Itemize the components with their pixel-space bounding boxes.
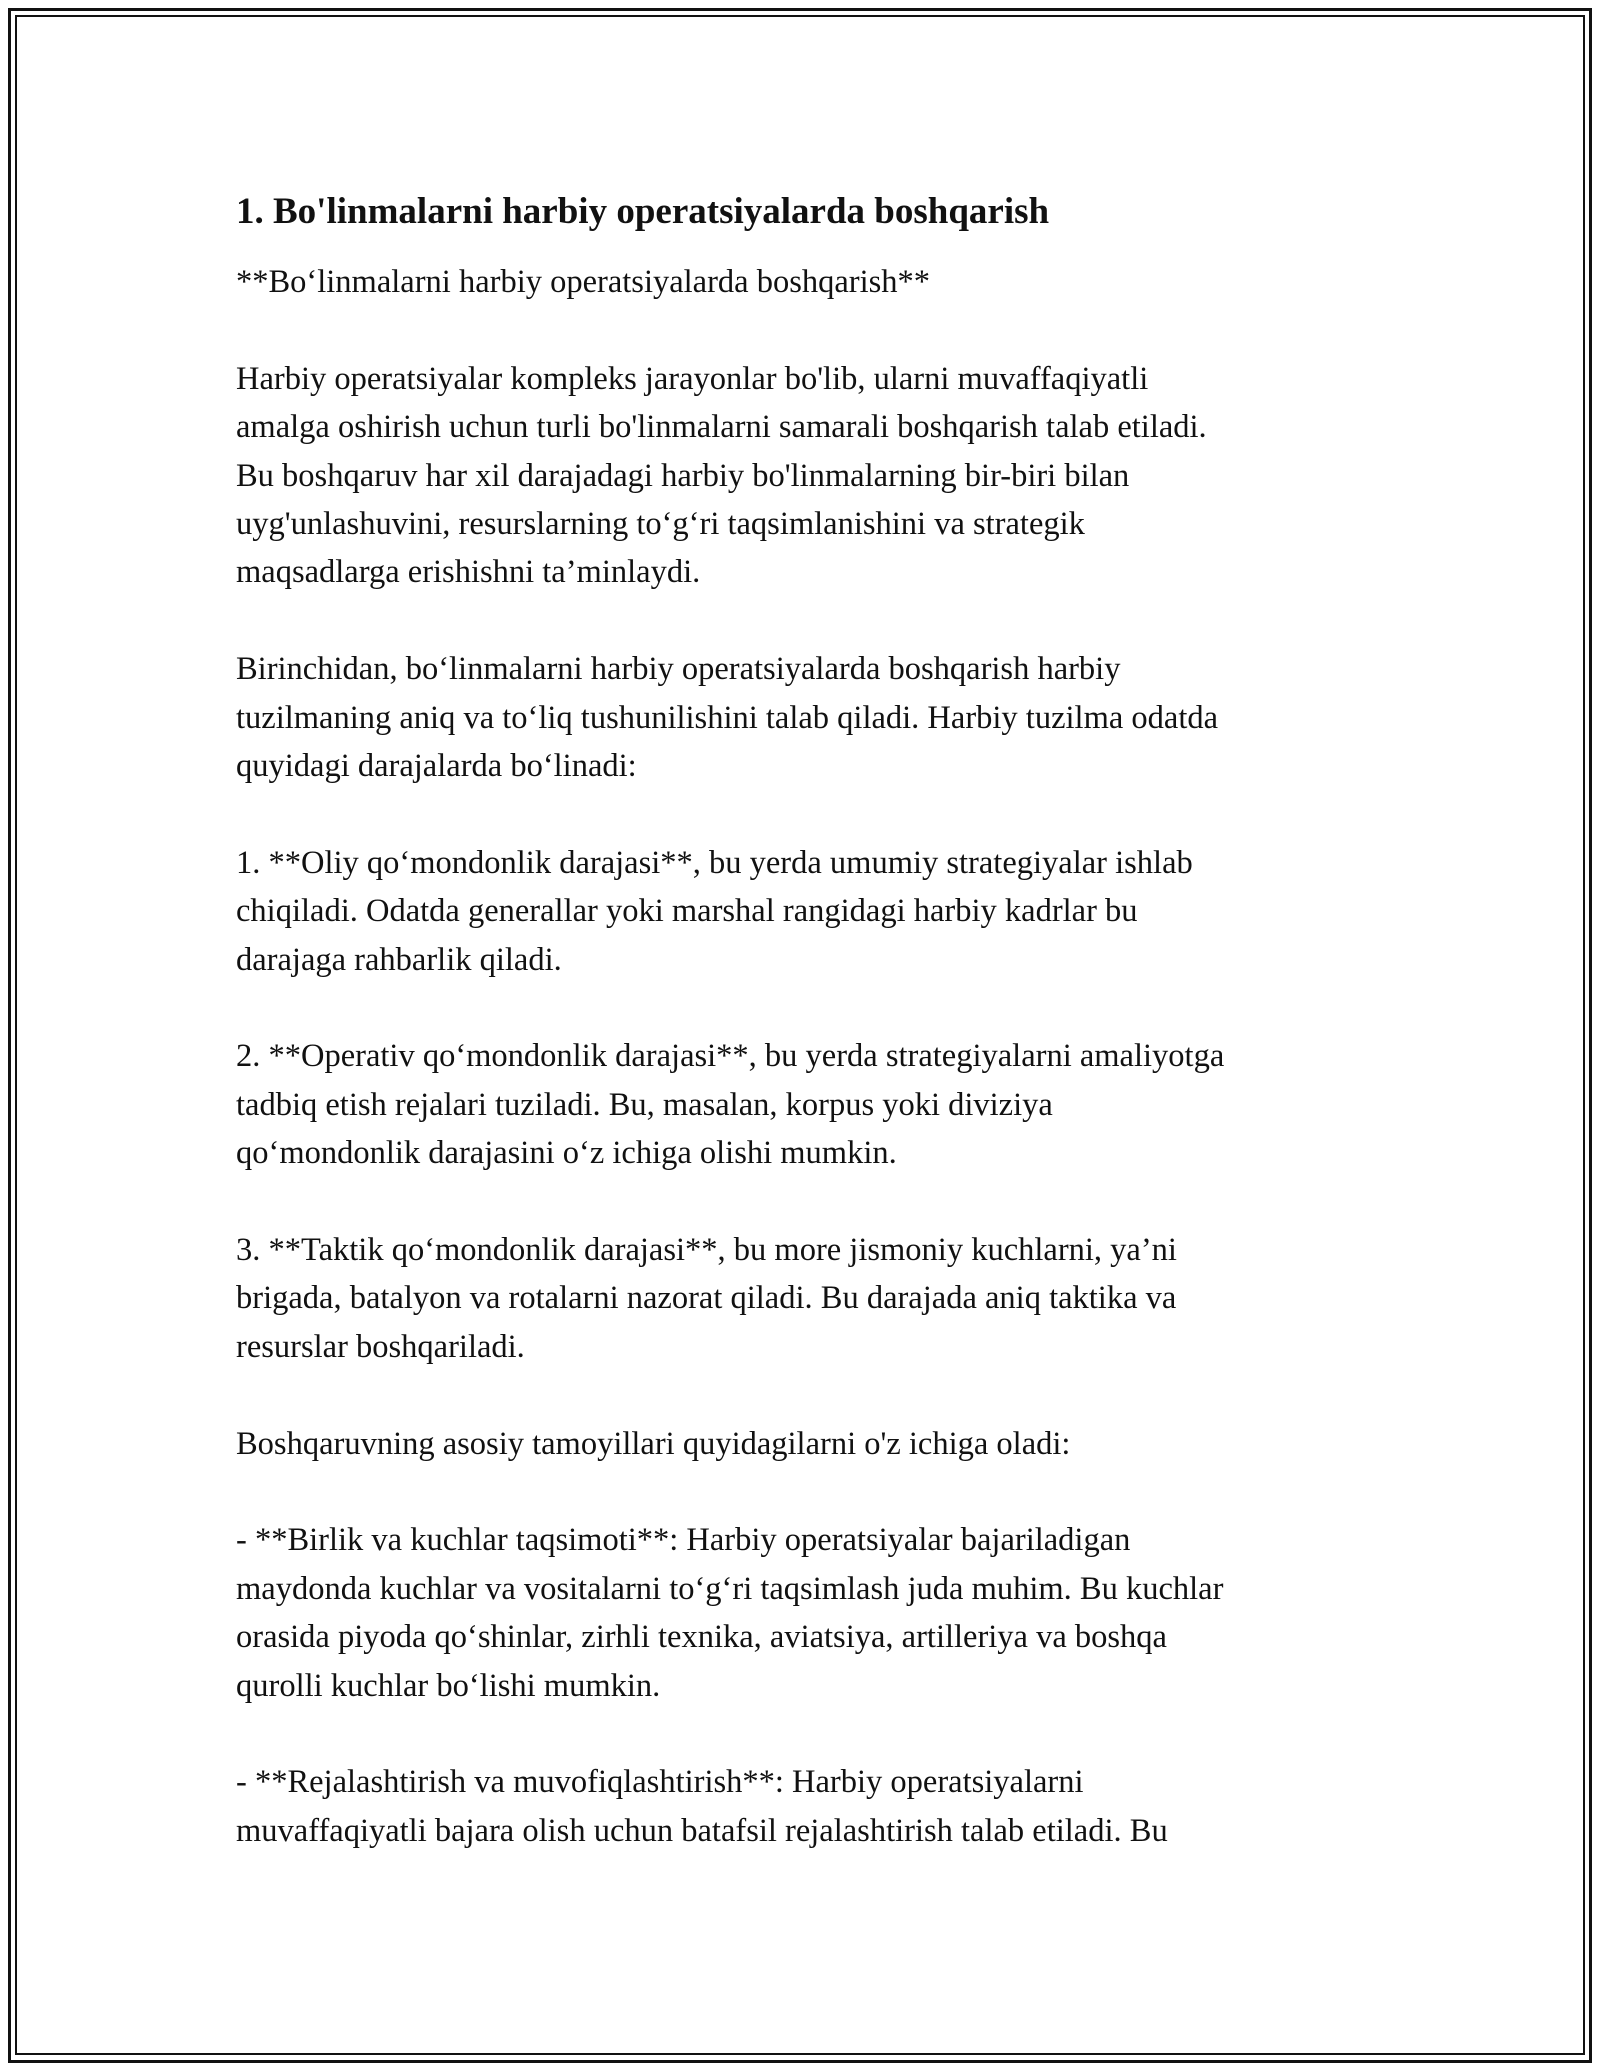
paragraph-subtitle: **Bo‘linmalarni harbiy operatsiyalarda boshqarish** — [236, 264, 931, 300]
paragraph-principles: Boshqaruvning asosiy tamoyillari quyidagilarni o'z ichiga oladi: — [236, 1425, 1071, 1462]
list-item-level-2: 2. **Operativ qo‘mondonlik darajasi**, bu yerda strategiyalarni amaliyotga tadbiq etish rejalari tuziladi. Bu, masalan, korpus yoki diviziya qo‘mondonlik darajasini o‘z ichiga olishi mumkin. — [236, 1038, 1225, 1172]
bullet-item-planning: - **Rejalashtirish va muvofiqlashtirish**: Harbiy operatsiyalarni muvaffaqiyatli bajara olish uchun batafsil rejalashtirish talab etiladi. Bu — [236, 1764, 1168, 1849]
page-title: 1. Bo'linmalarni harbiy operatsiyalarda boshqarish — [236, 191, 1050, 232]
document-body — [236, 188, 1366, 1904]
paragraph-structure: Birinchidan, bo‘linmalarni harbiy operatsiyalarda boshqarish harbiy tuzilmaning aniq va to‘liq tushunilishini talab qiladi. Harbiy tuzilma odatda quyidagi darajalarda bo‘linadi: — [236, 651, 1219, 785]
list-item-level-1: 1. **Oliy qo‘mondonlik darajasi**, bu yerda umumiy strategiyalar ishlab chiqiladi. Odatda generallar yoki marshal rangidagi harbiy kadrlar bu darajaga rahbarlik qiladi. — [236, 844, 1193, 978]
list-item-level-3: 3. **Taktik qo‘mondonlik darajasi**, bu more jismoniy kuchlarni, ya’ni brigada, batalyon va rotalarni nazorat qiladi. Bu darajada aniq taktika va resurslar boshqariladi. — [236, 1232, 1177, 1365]
paragraph-intro: Harbiy operatsiyalar kompleks jarayonlar bo'lib, ularni muvaffaqiyatli amalga oshirish uchun turli bo'linmalarni samarali boshqarish talab etiladi. Bu boshqaruv har xil darajadagi harbiy bo'linmalarning bir-biri bilan uyg'unlashuvini, resurslarning to‘g‘ri taqsimlanishini va strategik maqsadlarga erishishni ta’minlaydi. — [236, 360, 1207, 591]
bullet-item-forces: - **Birlik va kuchlar taqsimoti**: Harbiy operatsiyalar bajariladigan maydonda kuchlar va vositalarni to‘g‘ri taqsimlash juda muhim. Bu kuchlar orasida piyoda qo‘shinlar, zirhli texnika, aviatsiya, artilleriya va boshqa qurolli kuchlar bo‘lishi mumkin. — [236, 1522, 1224, 1704]
